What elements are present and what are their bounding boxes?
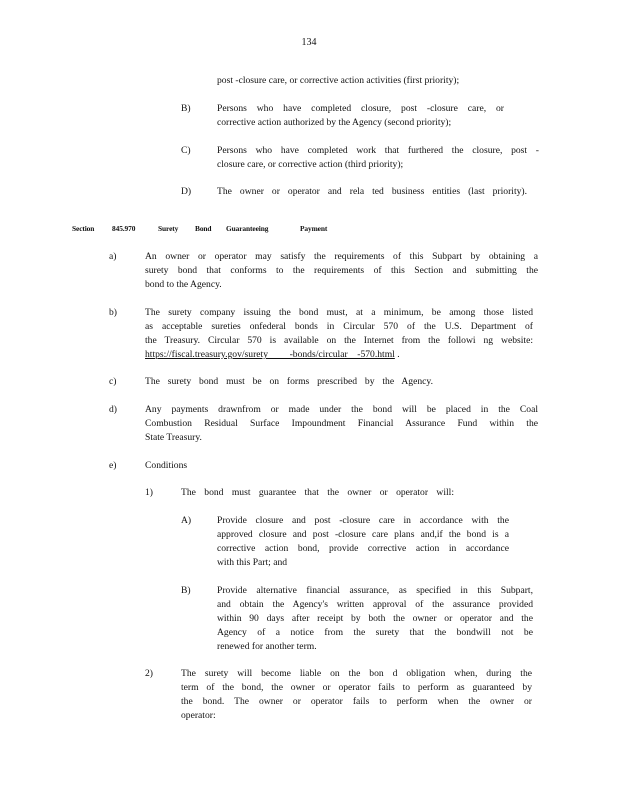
text-line: approved closure and post -closure care plans and,if the bond is a <box>217 529 509 540</box>
text-line: operator: <box>181 710 216 721</box>
text-line: The surety will become liable on the bon d obligation when, during the <box>181 668 532 679</box>
text-line: Provide closure and post -closure care in accordance with the <box>217 515 509 526</box>
subsection-marker-b: b) <box>109 307 117 318</box>
text-line: term of the bond, the owner or operator fails to perform as guaranteed by <box>181 682 532 693</box>
subsection-marker-c: c) <box>109 376 117 387</box>
text-line: Agency of a notice from the surety that the bondwill not be <box>217 627 533 638</box>
text-line: the Treasury. Circular 570 is available on the Internet from the followi ng website: <box>145 335 533 346</box>
condition-1-marker-b: B) <box>181 585 191 596</box>
text-line: surety bond that conforms to the requirements of this Section and submitting the <box>145 265 538 276</box>
section-label: Section <box>72 224 95 233</box>
link-suffix: . <box>394 349 400 360</box>
subsection-c <box>145 375 433 389</box>
text-line: The surety company issuing the bond must, at a minimum, be among those listed <box>145 307 533 318</box>
text-line: Any payments drawnfrom or made under the bond will be placed in the Coal <box>145 404 538 415</box>
condition-1 <box>181 486 454 500</box>
priority-item-d <box>217 185 527 199</box>
text-line: Persons who have completed work that furthered the closure, post - <box>217 145 539 156</box>
subsection-marker-e: e) <box>109 460 117 471</box>
text-line: within 90 days after receipt by both the owner or operator and the <box>217 613 533 624</box>
text-line: An owner or operator may satisfy the requirements of this Subpart by obtaining a <box>145 251 538 262</box>
text-line: and obtain the Agency's written approval of the assurance provided <box>217 599 533 610</box>
text-line: State Treasury. <box>145 432 202 443</box>
condition-1-item-a <box>217 514 509 570</box>
text-line: The bond must guarantee that the owner or operator will: <box>181 487 454 498</box>
subsection-marker-d: d) <box>109 404 117 415</box>
section-title-word: Surety <box>158 224 179 233</box>
text-line: the bond. The owner or operator fails to perform when the owner or <box>181 696 532 707</box>
continuation-text <box>217 74 539 88</box>
priority-marker-c: C) <box>181 145 191 156</box>
text-line: renewed for another term. <box>217 641 317 652</box>
text-line: corrective action bond, provide corrective action in accordance <box>217 543 509 554</box>
priority-marker-b: B) <box>181 103 191 114</box>
subsection-b <box>145 306 533 362</box>
subsection-e: Conditions <box>145 460 188 471</box>
text-line: Provide alternative financial assurance, as specified in this Subpart, <box>217 585 533 596</box>
condition-1-marker-a: A) <box>181 515 192 526</box>
section-title-word: Bond <box>195 224 212 233</box>
treasury-link[interactable]: https://fiscal.treasury.gov/surety -bonds/circular -570.html <box>145 349 395 360</box>
priority-item-c <box>217 144 539 172</box>
section-title-word: Payment <box>300 224 328 233</box>
priority-item-b <box>217 102 504 130</box>
text-line: Persons who have completed closure, post -closure care, or <box>217 103 504 114</box>
subsection-marker-a: a) <box>109 251 117 262</box>
text-line: The surety bond must be on forms prescribed by the Agency. <box>145 376 433 387</box>
condition-2 <box>181 667 532 723</box>
text-line <box>145 348 533 362</box>
page-number: 134 <box>301 37 317 48</box>
condition-1-item-b <box>217 584 533 654</box>
subsection-a <box>145 250 538 292</box>
text-line: with this Part; and <box>217 557 288 568</box>
text-line: Combustion Residual Surface Impoundment Financial Assurance Fund within the <box>145 418 538 429</box>
condition-marker-1: 1) <box>145 487 153 498</box>
text-line: as acceptable sureties onfederal bonds in Circular 570 of the U.S. Department of <box>145 321 533 332</box>
subsection-d <box>145 403 538 445</box>
priority-marker-d: D) <box>181 186 192 197</box>
condition-marker-2: 2) <box>145 668 153 679</box>
section-number: 845.970 <box>112 224 136 233</box>
text-line: corrective action authorized by the Agency (second priority); <box>217 117 452 128</box>
text-line: The owner or operator and rela ted business entities (last priority). <box>217 186 527 197</box>
section-title-word: Guaranteeing <box>226 224 269 233</box>
text-line: bond to the Agency. <box>145 279 222 290</box>
text-line: closure care, or corrective action (third priority); <box>217 159 404 170</box>
text-line: post -closure care, or corrective action activities (first priority); <box>217 75 460 86</box>
